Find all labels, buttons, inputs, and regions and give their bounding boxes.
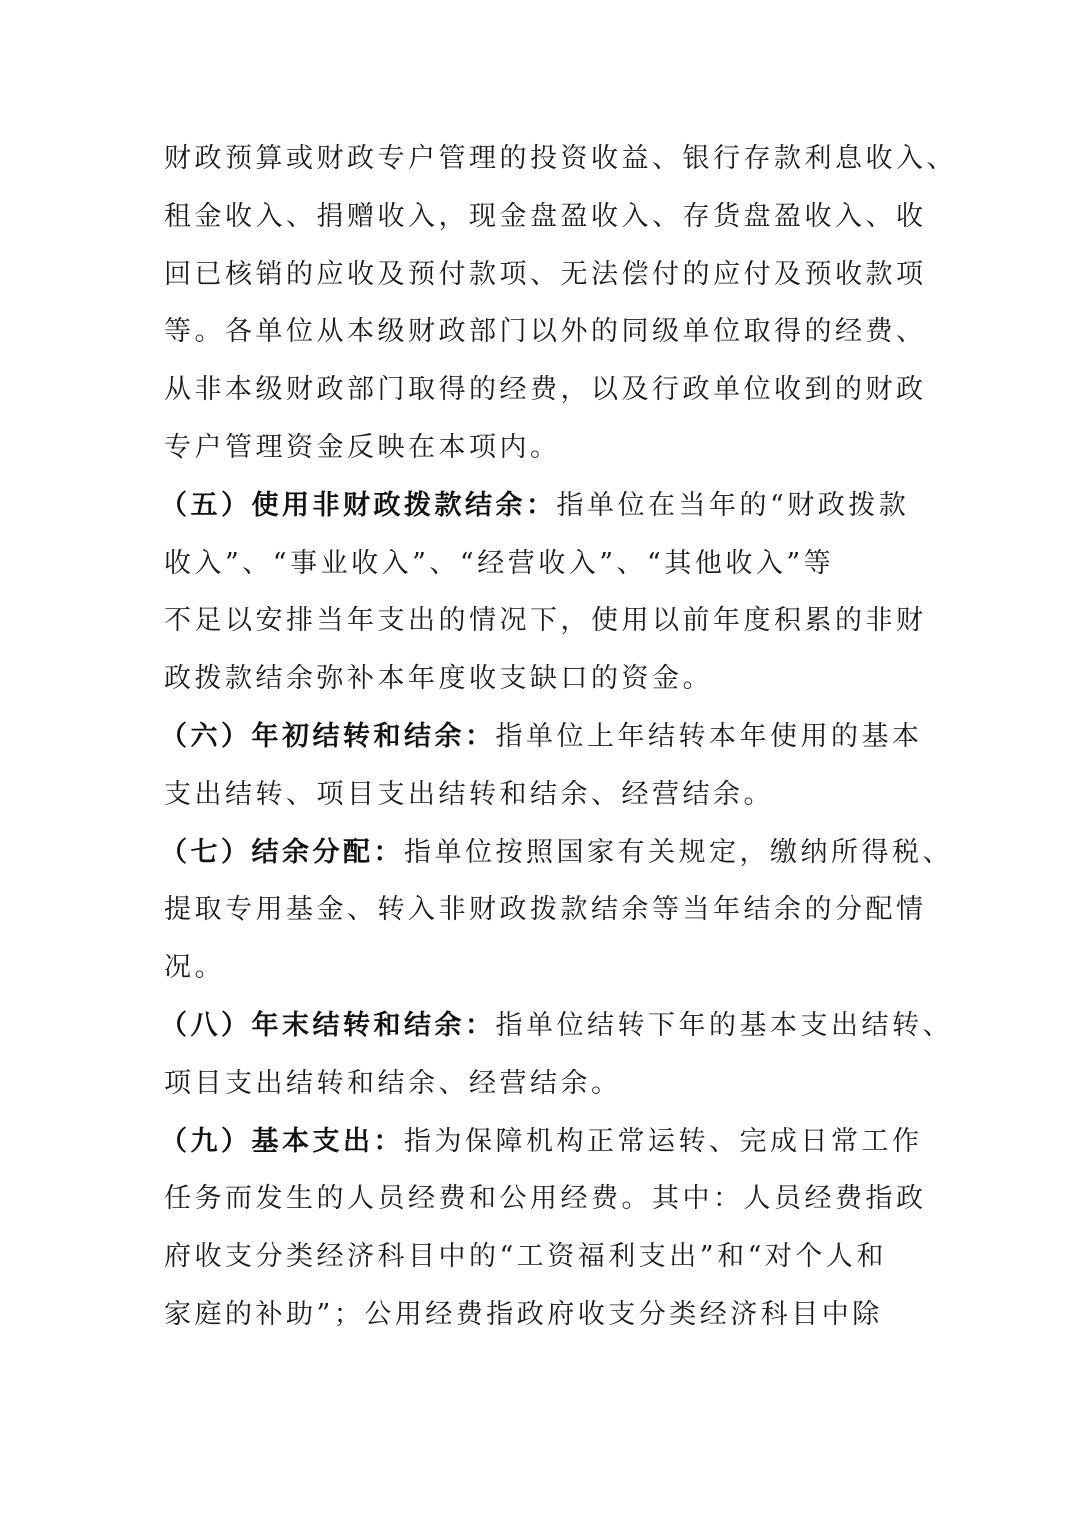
line-text: 府收支分类经济科目中的“工资福利支出”和“对个人和 bbox=[164, 1241, 887, 1273]
line-text: 政拨款结余弥补本年度收支缺口的资金。 bbox=[164, 663, 713, 695]
line-text: 指单位在当年的“财政拨款 bbox=[556, 489, 910, 521]
line-text: 提取专用基金、转入非财政拨款结余等当年结余的分配情 bbox=[164, 894, 927, 926]
line-text: 租金收入、捐赠收入，现金盘盈收入、存货盘盈收入、收 bbox=[164, 200, 927, 232]
line-text: 家庭的补助”；公用经费指政府收支分类经济科目中除 bbox=[164, 1298, 883, 1330]
line-text: 况。 bbox=[164, 952, 225, 984]
section-heading: （九）基本支出： bbox=[160, 1125, 404, 1157]
text-line bbox=[164, 1228, 914, 1286]
text-line bbox=[164, 303, 927, 361]
line-text: 指单位上年结转本年使用的基本 bbox=[495, 720, 923, 752]
line-text: 回已核销的应收及预付款项、无法偿付的应付及预收款项 bbox=[164, 258, 927, 290]
text-line bbox=[164, 130, 957, 188]
text-line bbox=[164, 939, 914, 997]
line-text: 项目支出结转和结余、经营结余。 bbox=[164, 1067, 622, 1099]
line-text: 任务而发生的人员经费和公用经费。其中：人员经费指政 bbox=[164, 1183, 927, 1215]
line-text: 支出结转、项目支出结转和结余、经营结余。 bbox=[164, 778, 774, 810]
section-heading: （七）结余分配： bbox=[160, 836, 404, 868]
section-heading: （六）年初结转和结余： bbox=[160, 720, 496, 752]
line-text: 收入”、“事业收入”、“经营收入”、“其他收入”等 bbox=[164, 547, 835, 579]
section-line bbox=[160, 824, 953, 882]
section-line bbox=[160, 477, 914, 535]
line-text: 指为保障机构正常运转、完成日常工作 bbox=[404, 1125, 923, 1157]
text-line bbox=[164, 650, 914, 708]
line-text: 不足以安排当年支出的情况下，使用以前年度积累的非财 bbox=[164, 605, 927, 637]
text-line bbox=[164, 1170, 927, 1228]
line-text: 从非本级财政部门取得的经费，以及行政单位收到的财政 bbox=[164, 374, 927, 406]
text-line bbox=[164, 1055, 914, 1113]
text-line bbox=[164, 419, 914, 477]
section-heading: （五）使用非财政拨款结余： bbox=[160, 489, 557, 521]
line-text: 指单位结转下年的基本支出结转、 bbox=[495, 1009, 953, 1041]
section-line bbox=[160, 997, 953, 1055]
line-text: 等。各单位从本级财政部门以外的同级单位取得的经费、 bbox=[164, 316, 927, 348]
text-line bbox=[164, 361, 927, 419]
text-line bbox=[164, 188, 927, 246]
section-line bbox=[160, 708, 923, 766]
text-line bbox=[164, 592, 927, 650]
text-line bbox=[164, 766, 914, 824]
section-heading: （八）年末结转和结余： bbox=[160, 1009, 496, 1041]
text-line bbox=[164, 1286, 914, 1344]
text-line bbox=[164, 246, 927, 304]
text-line bbox=[164, 881, 927, 939]
text-line bbox=[164, 535, 914, 593]
line-text: 专户管理资金反映在本项内。 bbox=[164, 431, 561, 463]
body-text bbox=[160, 130, 957, 1344]
line-text: 财政预算或财政专户管理的投资收益、银行存款利息收入、 bbox=[164, 143, 957, 174]
section-line bbox=[160, 1113, 923, 1171]
line-text: 指单位按照国家有关规定，缴纳所得税、 bbox=[404, 836, 953, 868]
